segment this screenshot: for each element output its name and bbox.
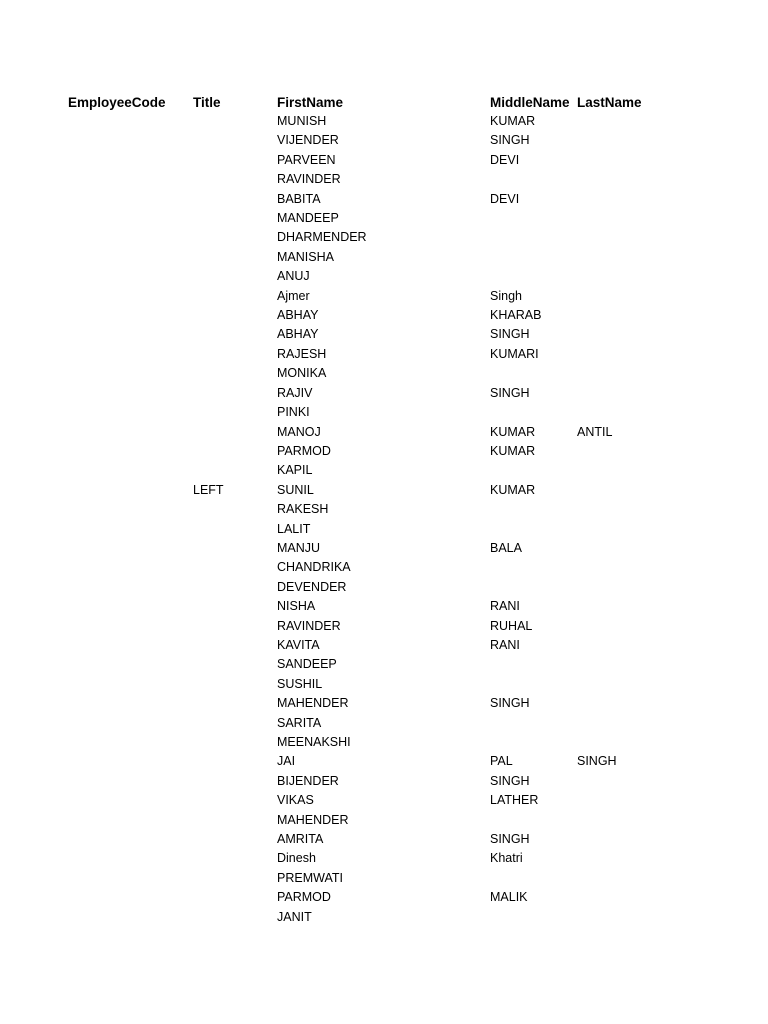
cell-last-name bbox=[577, 675, 697, 694]
cell-first-name: MANOJ bbox=[277, 424, 321, 439]
cell-middle-name: RANI bbox=[490, 599, 520, 614]
cell-title bbox=[193, 772, 277, 791]
cell-last-name bbox=[577, 772, 697, 791]
table-row bbox=[68, 811, 697, 830]
cell-title bbox=[193, 248, 277, 267]
cell-employee-code bbox=[68, 520, 193, 539]
cell-title bbox=[193, 170, 277, 189]
cell-middle-name bbox=[490, 228, 577, 247]
cell-last-name bbox=[577, 733, 697, 752]
cell-title bbox=[193, 325, 277, 344]
cell-title bbox=[193, 908, 277, 927]
cell-title bbox=[193, 597, 277, 616]
cell-title bbox=[193, 384, 277, 403]
cell-last-name bbox=[577, 131, 697, 150]
cell-last-name bbox=[577, 267, 697, 286]
cell-title bbox=[193, 364, 277, 383]
cell-title bbox=[193, 558, 277, 577]
cell-first-name: MANDEEP bbox=[277, 211, 339, 226]
cell-last-name bbox=[577, 190, 697, 209]
table-row bbox=[68, 617, 697, 636]
cell-last-name bbox=[577, 655, 697, 674]
cell-last-name bbox=[577, 617, 697, 636]
cell-last-name bbox=[577, 888, 697, 907]
cell-first-name: NISHA bbox=[277, 599, 316, 614]
cell-middle-name: DEVI bbox=[490, 152, 520, 167]
cell-title bbox=[193, 539, 277, 558]
table-row bbox=[68, 752, 697, 771]
cell-middle-name bbox=[490, 248, 577, 267]
cell-last-name bbox=[577, 228, 697, 247]
cell-title bbox=[193, 287, 277, 306]
table-row bbox=[68, 636, 697, 655]
cell-employee-code bbox=[68, 578, 193, 597]
table-row bbox=[68, 228, 697, 247]
cell-employee-code bbox=[68, 384, 193, 403]
cell-last-name bbox=[577, 558, 697, 577]
cell-employee-code bbox=[68, 403, 193, 422]
cell-title bbox=[193, 888, 277, 907]
cell-middle-name bbox=[490, 209, 577, 228]
cell-employee-code bbox=[68, 869, 193, 888]
cell-middle-name bbox=[490, 578, 577, 597]
cell-last-name bbox=[577, 306, 697, 325]
table-row bbox=[68, 384, 697, 403]
table-row bbox=[68, 423, 697, 442]
cell-middle-name: SINGH bbox=[490, 133, 530, 148]
cell-employee-code bbox=[68, 597, 193, 616]
cell-last-name bbox=[577, 364, 697, 383]
cell-employee-code bbox=[68, 811, 193, 830]
cell-middle-name: RUHAL bbox=[490, 618, 533, 633]
table-row bbox=[68, 442, 697, 461]
cell-last-name bbox=[577, 849, 697, 868]
cell-title bbox=[193, 694, 277, 713]
cell-middle-name bbox=[490, 811, 577, 830]
cell-last-name bbox=[577, 869, 697, 888]
cell-last-name bbox=[577, 811, 697, 830]
cell-employee-code bbox=[68, 306, 193, 325]
table-row bbox=[68, 791, 697, 810]
cell-first-name: MEENAKSHI bbox=[277, 735, 351, 749]
table-row bbox=[68, 908, 697, 927]
cell-last-name bbox=[577, 112, 697, 131]
cell-middle-name: SINGH bbox=[490, 773, 530, 788]
table-row bbox=[68, 733, 697, 752]
cell-last-name bbox=[577, 442, 697, 461]
cell-employee-code bbox=[68, 655, 193, 674]
cell-employee-code bbox=[68, 791, 193, 810]
cell-last-name bbox=[577, 170, 697, 189]
cell-middle-name: KHARAB bbox=[490, 308, 542, 323]
cell-middle-name bbox=[490, 908, 577, 927]
table-body bbox=[68, 112, 697, 927]
cell-middle-name: KUMAR bbox=[490, 443, 536, 458]
table-row bbox=[68, 849, 697, 868]
cell-middle-name: BALA bbox=[490, 540, 522, 555]
table-row bbox=[68, 597, 697, 616]
cell-title bbox=[193, 733, 277, 752]
table-row bbox=[68, 481, 697, 500]
cell-employee-code bbox=[68, 539, 193, 558]
cell-last-name bbox=[577, 481, 697, 500]
header-first-name: FirstName bbox=[277, 95, 344, 110]
cell-title bbox=[193, 811, 277, 830]
cell-first-name: SARITA bbox=[277, 715, 322, 730]
cell-first-name: DHARMENDER bbox=[277, 230, 367, 245]
table-row bbox=[68, 869, 697, 888]
cell-middle-name bbox=[490, 403, 577, 422]
cell-title bbox=[193, 461, 277, 480]
cell-middle-name bbox=[490, 675, 577, 694]
table-row bbox=[68, 151, 697, 170]
cell-last-name bbox=[577, 791, 697, 810]
cell-middle-name bbox=[490, 733, 577, 752]
cell-title bbox=[193, 345, 277, 364]
cell-title bbox=[193, 423, 277, 442]
cell-first-name: PARVEEN bbox=[277, 152, 336, 167]
cell-title bbox=[193, 228, 277, 247]
cell-middle-name: Singh bbox=[490, 288, 522, 303]
cell-last-name bbox=[577, 694, 697, 713]
cell-employee-code bbox=[68, 442, 193, 461]
cell-employee-code bbox=[68, 908, 193, 927]
cell-last-name bbox=[577, 520, 697, 539]
cell-employee-code bbox=[68, 772, 193, 791]
header-last-name: LastName bbox=[577, 95, 642, 110]
cell-employee-code bbox=[68, 752, 193, 771]
cell-employee-code bbox=[68, 345, 193, 364]
cell-first-name: PREMWATI bbox=[277, 870, 343, 885]
cell-middle-name: KUMAR bbox=[490, 424, 536, 439]
cell-middle-name bbox=[490, 869, 577, 888]
cell-last-name bbox=[577, 209, 697, 228]
cell-middle-name bbox=[490, 655, 577, 674]
table-row bbox=[68, 112, 697, 131]
cell-employee-code bbox=[68, 558, 193, 577]
cell-first-name: MAHENDER bbox=[277, 812, 349, 827]
cell-title bbox=[193, 714, 277, 733]
cell-middle-name bbox=[490, 364, 577, 383]
cell-employee-code bbox=[68, 209, 193, 228]
table-row bbox=[68, 364, 697, 383]
cell-title bbox=[193, 849, 277, 868]
table-row bbox=[68, 209, 697, 228]
cell-first-name: LALIT bbox=[277, 521, 311, 536]
cell-last-name bbox=[577, 325, 697, 344]
table-row bbox=[68, 248, 697, 267]
cell-employee-code bbox=[68, 151, 193, 170]
cell-middle-name: SINGH bbox=[490, 385, 530, 400]
cell-last-name bbox=[577, 597, 697, 616]
table-row bbox=[68, 403, 697, 422]
cell-first-name: BIJENDER bbox=[277, 773, 339, 788]
cell-first-name: SUSHIL bbox=[277, 676, 323, 691]
cell-last-name bbox=[577, 636, 697, 655]
cell-first-name: DEVENDER bbox=[277, 579, 347, 594]
table-row bbox=[68, 520, 697, 539]
cell-employee-code bbox=[68, 325, 193, 344]
cell-middle-name bbox=[490, 520, 577, 539]
cell-last-name bbox=[577, 578, 697, 597]
cell-title bbox=[193, 791, 277, 810]
cell-last-name: SINGH bbox=[577, 754, 617, 769]
table-row bbox=[68, 714, 697, 733]
cell-middle-name: SINGH bbox=[490, 327, 530, 342]
cell-employee-code bbox=[68, 500, 193, 519]
cell-title bbox=[193, 636, 277, 655]
cell-first-name: KAVITA bbox=[277, 637, 320, 652]
cell-last-name bbox=[577, 908, 697, 927]
cell-first-name: RAKESH bbox=[277, 502, 329, 517]
table-row bbox=[68, 578, 697, 597]
cell-title bbox=[193, 500, 277, 519]
cell-last-name bbox=[577, 830, 697, 849]
table-row bbox=[68, 461, 697, 480]
cell-middle-name: KUMAR bbox=[490, 114, 536, 128]
cell-first-name: RAVINDER bbox=[277, 618, 341, 633]
cell-middle-name bbox=[490, 714, 577, 733]
header-middle-name: MiddleName bbox=[490, 95, 570, 110]
cell-employee-code bbox=[68, 694, 193, 713]
cell-employee-code bbox=[68, 849, 193, 868]
cell-first-name: SUNIL bbox=[277, 482, 314, 497]
table-row bbox=[68, 170, 697, 189]
cell-title bbox=[193, 306, 277, 325]
cell-employee-code bbox=[68, 112, 193, 131]
cell-employee-code bbox=[68, 364, 193, 383]
cell-middle-name bbox=[490, 461, 577, 480]
cell-middle-name: MALIK bbox=[490, 890, 528, 905]
table-row bbox=[68, 539, 697, 558]
cell-first-name: ANUJ bbox=[277, 269, 310, 284]
cell-first-name: RAVINDER bbox=[277, 172, 341, 187]
table-row bbox=[68, 131, 697, 150]
cell-employee-code bbox=[68, 675, 193, 694]
cell-last-name: ANTIL bbox=[577, 424, 613, 439]
cell-middle-name: SINGH bbox=[490, 696, 530, 711]
cell-title bbox=[193, 267, 277, 286]
cell-employee-code bbox=[68, 190, 193, 209]
cell-middle-name: PAL bbox=[490, 754, 513, 769]
table-row bbox=[68, 675, 697, 694]
cell-title bbox=[193, 752, 277, 771]
cell-first-name: MAHENDER bbox=[277, 696, 349, 711]
cell-first-name: RAJESH bbox=[277, 346, 327, 361]
cell-title bbox=[193, 131, 277, 150]
cell-middle-name: DEVI bbox=[490, 191, 520, 206]
header-row bbox=[68, 93, 697, 112]
cell-last-name bbox=[577, 287, 697, 306]
table-row bbox=[68, 287, 697, 306]
cell-employee-code bbox=[68, 888, 193, 907]
cell-last-name bbox=[577, 151, 697, 170]
cell-first-name: MANISHA bbox=[277, 249, 334, 264]
cell-employee-code bbox=[68, 267, 193, 286]
table-row bbox=[68, 306, 697, 325]
cell-middle-name bbox=[490, 170, 577, 189]
cell-last-name bbox=[577, 539, 697, 558]
cell-first-name: Dinesh bbox=[277, 851, 316, 866]
cell-title bbox=[193, 578, 277, 597]
cell-employee-code bbox=[68, 617, 193, 636]
cell-employee-code bbox=[68, 287, 193, 306]
table-row bbox=[68, 830, 697, 849]
cell-title bbox=[193, 655, 277, 674]
cell-title bbox=[193, 190, 277, 209]
cell-first-name: ABHAY bbox=[277, 308, 319, 323]
table-row bbox=[68, 694, 697, 713]
cell-middle-name bbox=[490, 558, 577, 577]
cell-first-name: JAI bbox=[277, 754, 296, 769]
cell-title bbox=[193, 830, 277, 849]
cell-last-name bbox=[577, 714, 697, 733]
cell-title bbox=[193, 869, 277, 888]
header-employee-code: EmployeeCode bbox=[68, 95, 166, 110]
cell-first-name: MONIKA bbox=[277, 366, 327, 381]
cell-employee-code bbox=[68, 228, 193, 247]
cell-employee-code bbox=[68, 131, 193, 150]
table-row bbox=[68, 772, 697, 791]
cell-first-name: VIJENDER bbox=[277, 133, 339, 148]
table-row bbox=[68, 655, 697, 674]
cell-title bbox=[193, 675, 277, 694]
cell-last-name bbox=[577, 461, 697, 480]
cell-last-name bbox=[577, 248, 697, 267]
cell-title: LEFT bbox=[193, 482, 224, 497]
cell-last-name bbox=[577, 384, 697, 403]
cell-employee-code bbox=[68, 714, 193, 733]
table-row bbox=[68, 190, 697, 209]
table-row bbox=[68, 267, 697, 286]
cell-first-name: PARMOD bbox=[277, 443, 331, 458]
table-row bbox=[68, 558, 697, 577]
cell-first-name: Ajmer bbox=[277, 288, 310, 303]
cell-first-name: JANIT bbox=[277, 909, 312, 924]
cell-first-name: RAJIV bbox=[277, 385, 313, 400]
cell-employee-code bbox=[68, 423, 193, 442]
cell-first-name: PINKI bbox=[277, 405, 310, 420]
table-row bbox=[68, 888, 697, 907]
cell-last-name bbox=[577, 403, 697, 422]
cell-first-name: ABHAY bbox=[277, 327, 319, 342]
cell-middle-name: KUMARI bbox=[490, 346, 539, 361]
cell-title bbox=[193, 520, 277, 539]
cell-middle-name bbox=[490, 267, 577, 286]
cell-first-name: BABITA bbox=[277, 191, 321, 206]
cell-title bbox=[193, 403, 277, 422]
cell-employee-code bbox=[68, 248, 193, 267]
cell-first-name: AMRITA bbox=[277, 832, 324, 847]
header-title: Title bbox=[193, 95, 221, 110]
table-row bbox=[68, 345, 697, 364]
cell-middle-name: SINGH bbox=[490, 832, 530, 847]
cell-first-name: MANJU bbox=[277, 540, 321, 555]
cell-first-name: CHANDRIKA bbox=[277, 560, 351, 575]
cell-first-name: KAPIL bbox=[277, 463, 313, 478]
cell-middle-name: RANI bbox=[490, 637, 520, 652]
cell-title bbox=[193, 617, 277, 636]
cell-employee-code bbox=[68, 481, 193, 500]
cell-employee-code bbox=[68, 636, 193, 655]
cell-first-name: PARMOD bbox=[277, 890, 331, 905]
table-row bbox=[68, 500, 697, 519]
cell-last-name bbox=[577, 345, 697, 364]
cell-title bbox=[193, 209, 277, 228]
employee-table bbox=[68, 93, 697, 927]
cell-first-name: VIKAS bbox=[277, 793, 314, 808]
cell-middle-name: LATHER bbox=[490, 793, 539, 808]
cell-middle-name: Khatri bbox=[490, 851, 523, 866]
table-row bbox=[68, 325, 697, 344]
cell-first-name: SANDEEP bbox=[277, 657, 337, 672]
cell-middle-name bbox=[490, 500, 577, 519]
cell-employee-code bbox=[68, 733, 193, 752]
cell-first-name: MUNISH bbox=[277, 114, 327, 128]
cell-employee-code bbox=[68, 830, 193, 849]
cell-title bbox=[193, 442, 277, 461]
cell-middle-name: KUMAR bbox=[490, 482, 536, 497]
cell-employee-code bbox=[68, 461, 193, 480]
cell-title bbox=[193, 112, 277, 131]
cell-employee-code bbox=[68, 170, 193, 189]
cell-last-name bbox=[577, 500, 697, 519]
cell-title bbox=[193, 151, 277, 170]
